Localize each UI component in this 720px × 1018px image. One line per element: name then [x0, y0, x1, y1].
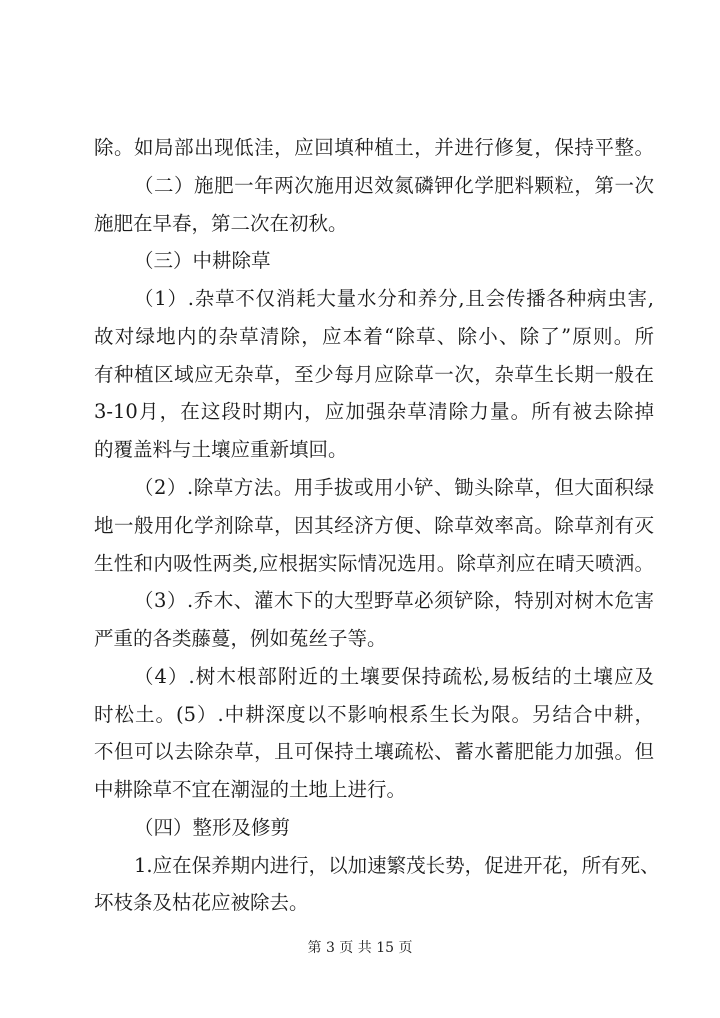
text-line: （3）.乔木、灌木下的大型野草必须铲除，特别对树木危害 [134, 589, 654, 612]
text-line: 故对绿地内的杂草清除，应本着“除草、除小、除了”原则。所 [94, 325, 654, 348]
text-line: 中耕除草不宜在潮湿的土地上进行。 [94, 778, 407, 801]
text-line: 严重的各类藤蔓，例如菟丝子等。 [94, 627, 387, 650]
text-line: 1.应在保养期内进行，以加速繁茂长势，促进开花，所有死、 [134, 854, 660, 877]
text-line: 生性和内吸性两类,应根据实际情况选用。除草剂应在晴天喷洒。 [94, 552, 654, 575]
text-line: （二）施肥一年两次施用迟效氮磷钾化学肥料颗粒，第一次 [134, 174, 654, 197]
section-heading: （三）中耕除草 [134, 249, 271, 272]
text-line: （2）.除草方法。用手拔或用小铲、锄头除草，但大面积绿 [134, 476, 654, 499]
section-heading: （四）整形及修剪 [134, 816, 291, 839]
text-line: （1）.杂草不仅消耗大量水分和养分,且会传播各种病虫害, [134, 287, 654, 310]
text-line: 有种植区域应无杂草，至少每月应除草一次，杂草生长期一般在 [94, 363, 654, 386]
text-line: 坏枝条及枯花应被除去。 [94, 891, 309, 914]
text-line: 施肥在早春，第二次在初秋。 [94, 212, 348, 235]
text-line: （4）.树木根部附近的土壤要保持疏松,易板结的土壤应及 [134, 665, 654, 688]
text-line: 3-10月，在这段时期内，应加强杂草清除力量。所有被去除掉 [94, 400, 654, 423]
text-line: 时松土。(5）.中耕深度以不影响根系生长为限。另结合中耕， [94, 703, 654, 726]
text-line: 除。如局部出现低洼，应回填种植土，并进行修复，保持平整。 [94, 136, 654, 159]
text-line: 的覆盖料与土壤应重新填回。 [94, 438, 348, 461]
page-number: 第 3 页 共 15 页 [307, 940, 413, 956]
text-line: 不但可以去除杂草，且可保持土壤疏松、蓄水蓄肥能力加强。但 [94, 740, 654, 763]
text-line: 地一般用化学剂除草，因其经济方便、除草效率高。除草剂有灭 [94, 514, 654, 537]
